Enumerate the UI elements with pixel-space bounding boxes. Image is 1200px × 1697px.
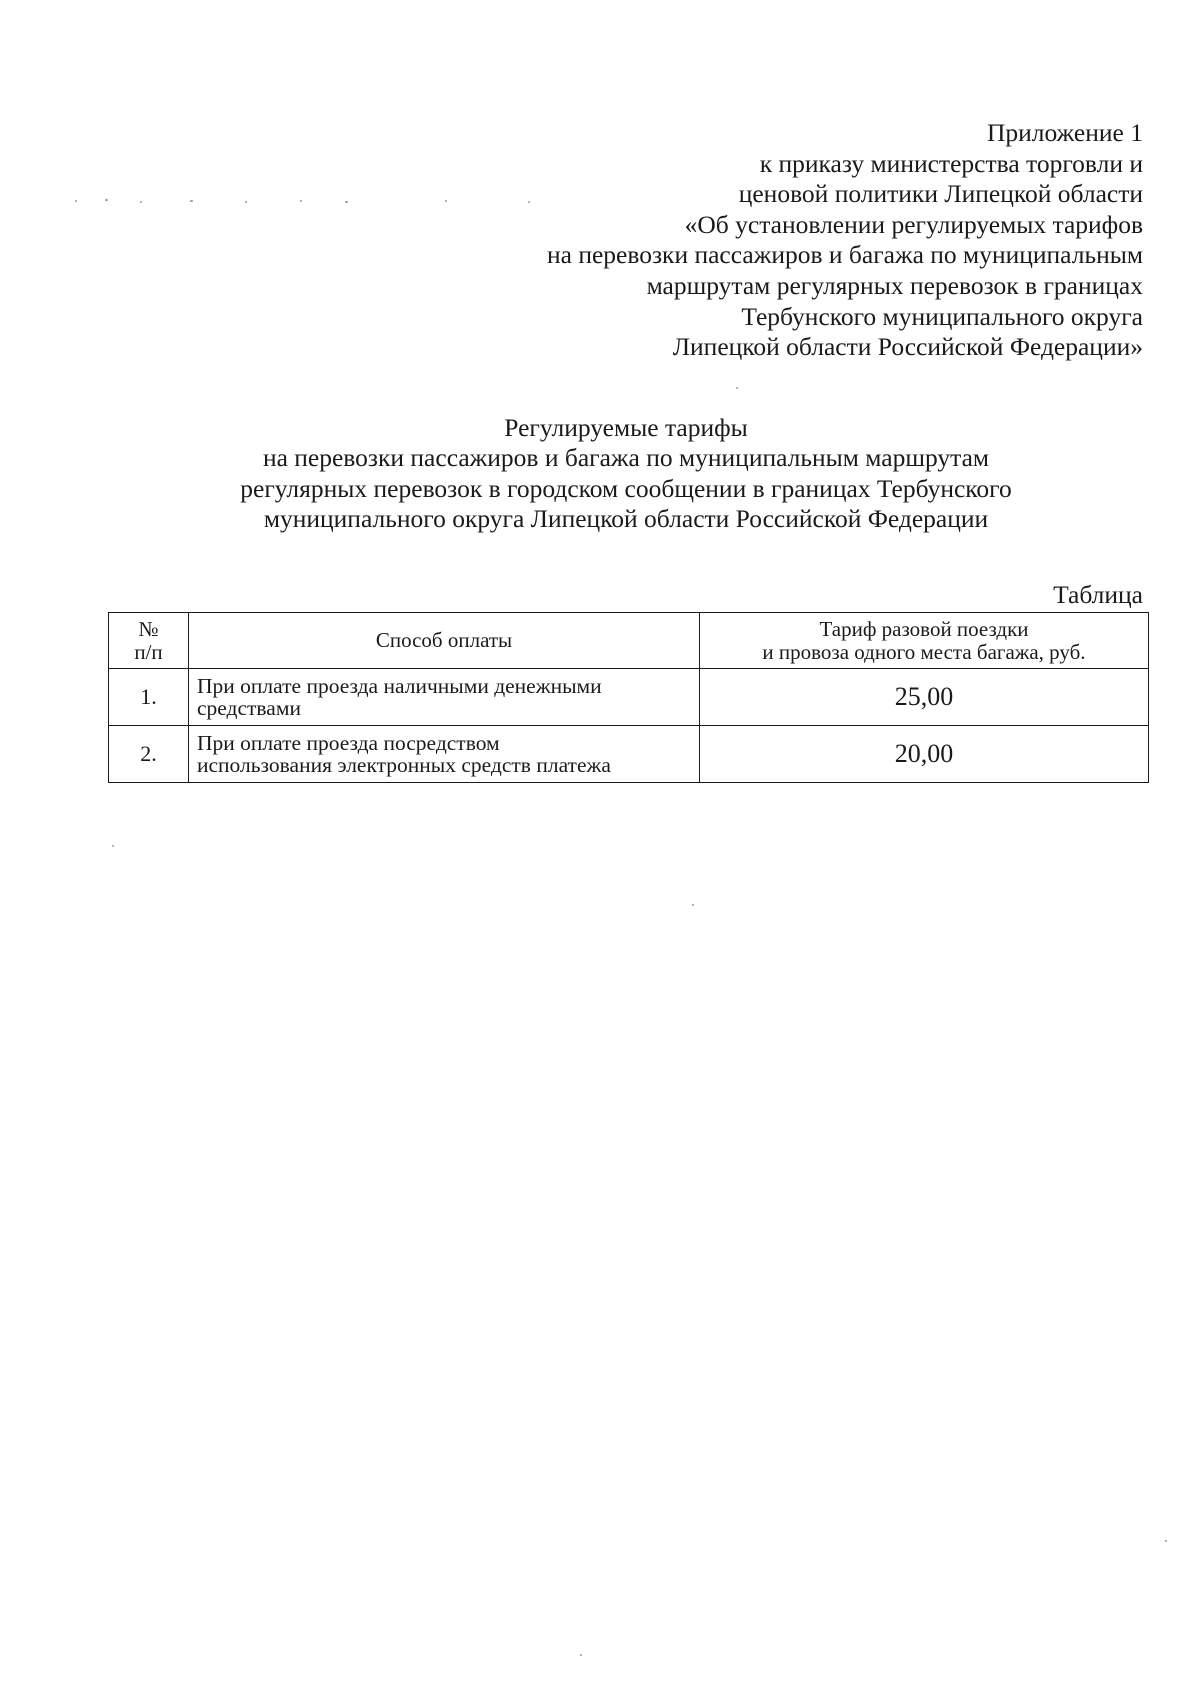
tariff-table xyxy=(108,612,1149,783)
table-row xyxy=(109,726,1149,783)
scan-speck xyxy=(112,845,114,847)
table-row xyxy=(109,669,1149,726)
appendix-line: ценовой политики Липецкой области xyxy=(738,179,1143,209)
header-tariff xyxy=(700,613,1149,669)
scan-speck xyxy=(140,201,142,203)
scan-speck xyxy=(580,1654,582,1656)
scan-speck xyxy=(300,200,302,202)
table-caption: Таблица xyxy=(1053,580,1143,609)
appendix-line: маршрутам регулярных перевозок в границах xyxy=(646,270,1143,300)
appendix-line: на перевозки пассажиров и багажа по муниципальным xyxy=(547,240,1143,270)
title-line: муниципального округа Липецкой области Российской Федерации xyxy=(263,504,989,534)
header-num xyxy=(109,613,189,669)
row-method-line1: При оплате проезда посредством xyxy=(197,731,500,755)
scan-speck xyxy=(692,904,694,906)
appendix-line: Приложение 1 xyxy=(987,118,1143,147)
header-num-line2: п/п xyxy=(134,639,163,664)
scan-speck xyxy=(1165,1540,1167,1542)
scan-speck xyxy=(75,200,77,202)
header-num-line1: № xyxy=(138,616,159,641)
title-line: Регулируемые тарифы xyxy=(504,413,748,442)
row-method-line2: средствами xyxy=(197,696,301,720)
appendix-line: Липецкой области Российской Федерации» xyxy=(672,332,1143,362)
scan-speck xyxy=(528,201,530,203)
row-method xyxy=(189,669,700,726)
appendix-line: Тербунского муниципального округа xyxy=(741,301,1143,331)
scan-speck xyxy=(245,201,247,203)
row-method-line2: использования электронных средств платежа xyxy=(197,753,611,777)
appendix-line: «Об установлении регулируемых тарифов xyxy=(684,209,1143,239)
scan-speck xyxy=(445,200,447,202)
header-tariff-line1: Тариф разовой поездки xyxy=(819,616,1029,641)
scan-speck xyxy=(345,201,348,203)
row-tariff: 20,00 xyxy=(700,726,1149,783)
header-tariff-line2: и провоза одного места багажа, руб. xyxy=(762,639,1086,664)
row-num: 1. xyxy=(109,669,189,726)
scan-speck xyxy=(190,200,193,202)
document-title xyxy=(100,413,1152,535)
appendix-line: к приказу министерства торговли и xyxy=(759,148,1143,178)
row-method-line1: При оплате проезда наличными денежными xyxy=(197,674,602,698)
table-header-row xyxy=(109,613,1149,669)
row-num: 2. xyxy=(109,726,189,783)
title-line: регулярных перевозок в городском сообщении в границах Тербунского xyxy=(240,473,1012,503)
row-method xyxy=(189,726,700,783)
row-tariff: 25,00 xyxy=(700,669,1149,726)
appendix-block xyxy=(383,118,1143,363)
header-method: Способ оплаты xyxy=(189,613,700,669)
title-line: на перевозки пассажиров и багажа по муниципальным маршрутам xyxy=(262,443,990,473)
scan-speck xyxy=(105,199,108,201)
scan-speck xyxy=(736,387,738,389)
